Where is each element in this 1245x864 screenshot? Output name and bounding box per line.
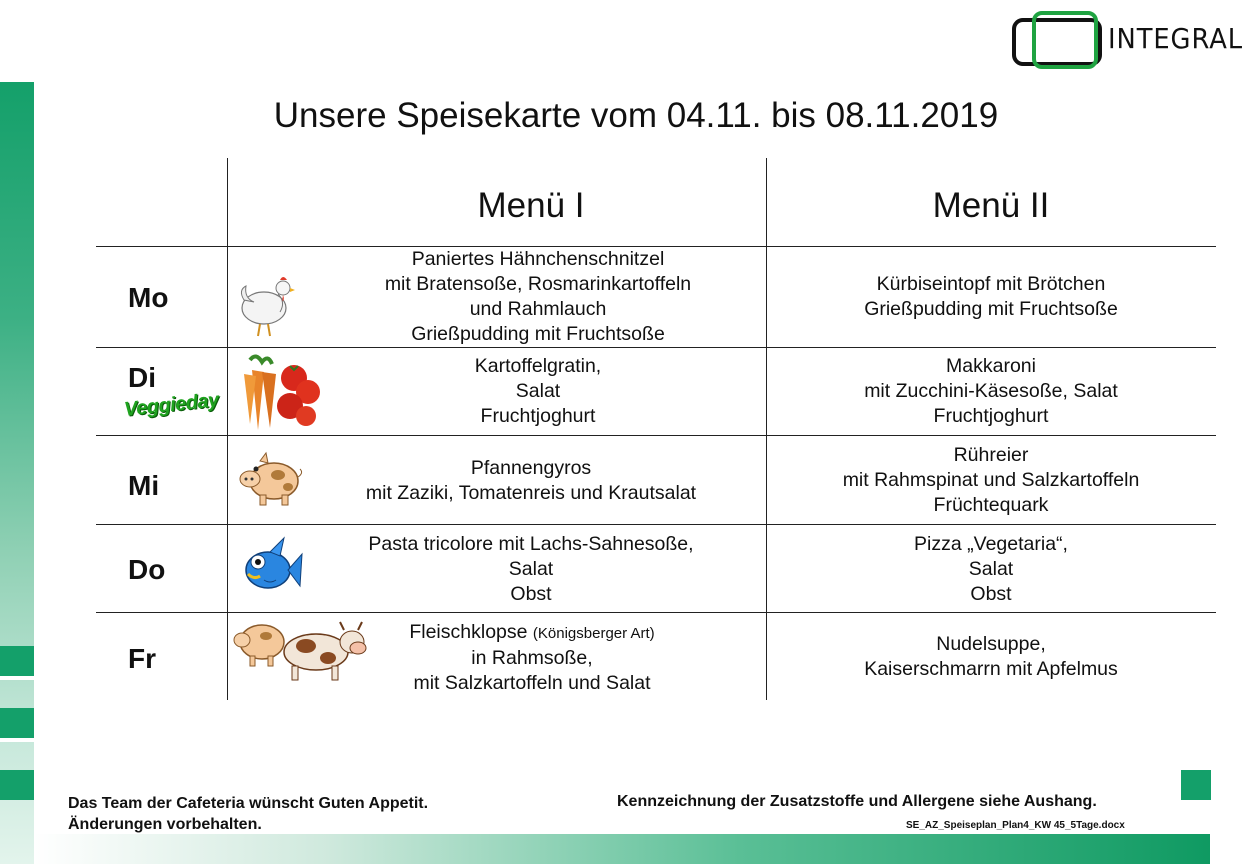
menu1-mi [330, 456, 732, 506]
pig-and-cow-icon [232, 616, 372, 686]
menu-line: mit Salzkartoffeln und Salat [413, 672, 651, 694]
veggieday-badge: Veggieday [123, 389, 220, 421]
left-decor-band [0, 82, 34, 864]
menu-line: und Rahmlauch [469, 298, 607, 320]
menu-line: Fruchtjoghurt [933, 405, 1049, 427]
grid-line-horizontal [96, 612, 1216, 613]
vegetables-icon [238, 352, 324, 432]
chicken-icon [236, 272, 296, 340]
footer-line-2: Änderungen vorbehalten. [68, 816, 262, 833]
column-header-menu1: Menü I [477, 186, 585, 225]
menu-line: Nudelsuppe, [936, 633, 1046, 655]
menu-line: Salat [515, 380, 561, 402]
day-label-di: Di [128, 362, 156, 393]
menu-line: Makkaroni [946, 355, 1036, 377]
menu1-fr [372, 620, 692, 696]
left-decor-gap [0, 676, 34, 680]
menu-line: Rühreier [953, 444, 1029, 466]
dish-name: Fleischklopse [409, 621, 528, 643]
menu-line: Früchtequark [933, 494, 1049, 516]
menu-line: Salat [968, 558, 1014, 580]
footer-line-1: Das Team der Cafeteria wünscht Guten Appetit. [68, 795, 429, 812]
menu-line: Salat [508, 558, 554, 580]
menu-line: Paniertes Hähnchenschnitzel [411, 248, 665, 270]
right-decor-square [1181, 770, 1211, 800]
footer-allergens-note: Kennzeichnung der Zusatzstoffe und Allergene siehe Aushang. [617, 793, 1097, 810]
menu2-fr [790, 632, 1192, 682]
menu1-di [340, 354, 736, 429]
menu-line: in Rahmsoße, [471, 647, 593, 669]
menu-line: Obst [970, 583, 1012, 605]
menu-line: Grießpudding mit Fruchtsoße [864, 298, 1118, 320]
grid-line-vertical [766, 158, 767, 700]
day-label-do: Do [128, 554, 166, 585]
menu-line: mit Rahmspinat und Salzkartoffeln [842, 469, 1140, 491]
left-decor-gap [0, 738, 34, 742]
menu-line: mit Zucchini-Käsesoße, Salat [864, 380, 1118, 402]
pig-icon [238, 449, 304, 509]
column-header-menu2: Menü II [932, 186, 1050, 225]
menu-line-first [372, 620, 692, 646]
logo-text: INTEGRAL [1108, 22, 1244, 55]
left-decor-square [0, 770, 34, 800]
grid-line-horizontal [96, 347, 1216, 348]
footer-greeting [68, 793, 428, 835]
menu2-do [790, 532, 1192, 607]
menu-line: Obst [510, 583, 552, 605]
left-decor-square [0, 708, 34, 738]
menu-line: mit Zaziki, Tomatenreis und Krautsalat [365, 482, 697, 504]
menu2-mi [790, 443, 1192, 518]
grid-line-horizontal [96, 524, 1216, 525]
menu1-do [330, 532, 732, 607]
menu2-di [790, 354, 1192, 429]
dish-note: (Königsberger Art) [532, 625, 655, 642]
page-title: Unsere Speisekarte vom 04.11. bis 08.11.2019 [273, 96, 999, 135]
right-decor-blank [1210, 834, 1245, 864]
menu-line: Kaiserschmarrn mit Apfelmus [864, 658, 1118, 680]
menu-line: Kartoffelgratin, [474, 355, 602, 377]
menu-line: mit Bratensoße, Rosmarinkartoffeln [384, 273, 692, 295]
day-label-mi: Mi [128, 470, 160, 501]
day-label-fr: Fr [128, 643, 156, 674]
left-decor-square [0, 646, 34, 676]
menu-line: Pfannengyros [470, 457, 592, 479]
grid-line-horizontal [96, 435, 1216, 436]
menu2-mo [790, 272, 1192, 322]
bottom-decor-bar [34, 834, 1210, 864]
menu-line: Pasta tricolore mit Lachs-Sahnesoße, [368, 533, 694, 555]
menu1-mo [340, 247, 736, 347]
menu-line: Kürbiseintopf mit Brötchen [876, 273, 1106, 295]
grid-line-vertical [227, 158, 228, 700]
menu-line: Grießpudding mit Fruchtsoße [411, 323, 665, 345]
footer-filename: SE_AZ_Speiseplan_Plan4_KW 45_5Tage.docx [906, 820, 1125, 831]
day-label-mo: Mo [128, 282, 169, 313]
menu-line: Pizza „Vegetaria“, [914, 533, 1068, 555]
menu-line: Fruchtjoghurt [480, 405, 596, 427]
fish-icon [240, 536, 304, 602]
